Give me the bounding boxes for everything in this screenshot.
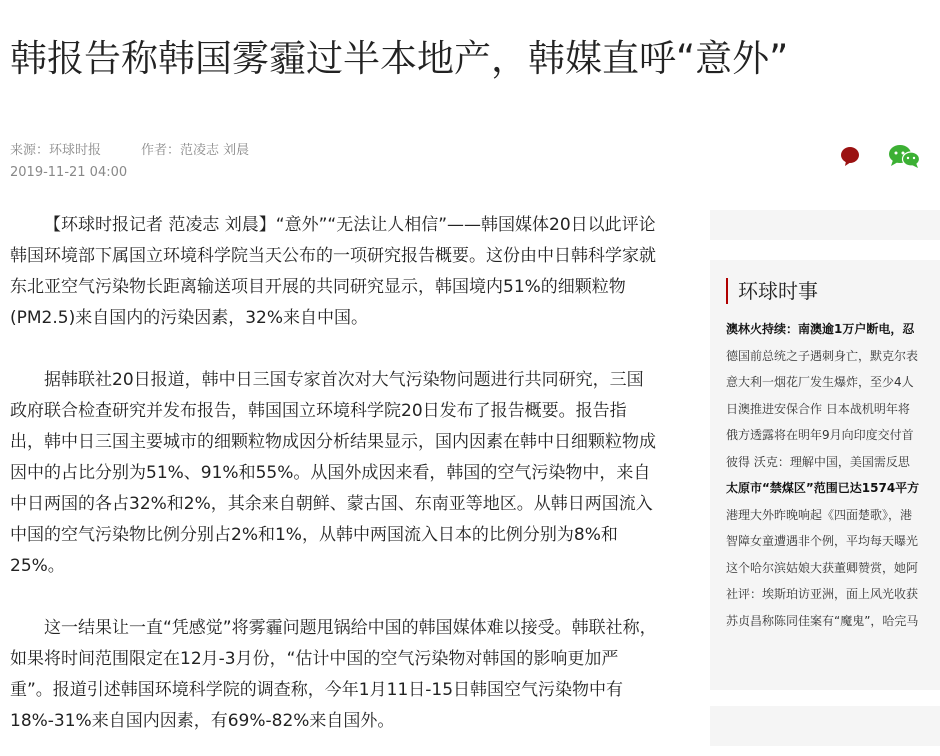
- author-name: 范凌志 刘晨: [180, 143, 250, 158]
- news-item[interactable]: 意大利一烟花厂发生爆炸，至少4人: [726, 375, 914, 389]
- comment-icon[interactable]: [840, 146, 860, 166]
- news-item[interactable]: 德国前总统之子遇刺身亡，默克尔表: [726, 348, 919, 363]
- news-item[interactable]: 这个哈尔滨姑娘大获董卿赞赏，她阿: [726, 560, 919, 575]
- article-title: 韩报告称韩国雾霾过半本地产，韩媒直呼“意外”: [10, 37, 789, 80]
- sidebar-title: 环球时事: [726, 278, 818, 304]
- article-meta: [10, 140, 249, 184]
- share-bar: [820, 144, 940, 174]
- news-item[interactable]: 苏贞昌称陈同佳案有“魔鬼”，哈完马: [726, 613, 919, 628]
- article-paragraph: 【环球时报记者 范凌志 刘晨】“意外”“无法让人相信”——韩国媒体20日以此评论韩国环境部下属国立环境科学院当天公布的一项研究报告概要。这份由中日韩科学家就东北亚空气污染物长距离输送项目开展的共同研究显示，韩国境内51%的细颗粒物(PM2.5)来自国内的污染因素，32%来自中国。: [10, 215, 656, 328]
- wechat-icon[interactable]: [888, 144, 920, 168]
- news-list: [726, 316, 940, 634]
- sidebar-bottom-placeholder: [710, 706, 940, 746]
- sidebar-news-panel: [710, 260, 940, 690]
- news-item[interactable]: 太原市“禁煤区”范围已达1574平方: [726, 481, 920, 495]
- source-link[interactable]: 环球时报: [49, 143, 102, 158]
- author-label: 作者：: [141, 143, 181, 158]
- source-label: 来源：: [10, 143, 50, 158]
- article-paragraph: 据韩联社20日报道，韩中日三国专家首次对大气污染物问题进行共同研究，三国政府联合检查研究并发布报告，韩国国立环境科学院20日发布了报告概要。报告指出，韩中日三国主要城市的细颗粒物成因分析结果显示，国内因素在韩中日细颗粒物成因中的占比分别为51%、91%和55%。从国外成因来看，韩国的空气污染物中，来自中日两国的各占32%和2%，其余来自朝鲜、蒙古国、东南亚等地区。从韩日两国流入中国的空气污染物比例分别占2%和1%，从韩中两国流入日本的比例分别为8%和25%。: [10, 370, 656, 576]
- article-body: [10, 210, 660, 756]
- news-item[interactable]: 澳林火持续：南澳逾1万户断电，忍: [726, 322, 915, 336]
- news-item[interactable]: 彼得 沃克：理解中国，美国需反思: [726, 454, 910, 469]
- news-item[interactable]: 日澳推进安保合作 日本战机明年将: [726, 401, 910, 416]
- news-item[interactable]: 智障女童遭遇非个例，平均每天曝光: [726, 534, 919, 548]
- sidebar-ad-placeholder: [710, 210, 940, 240]
- meta-source-author-row: [10, 140, 249, 162]
- news-item[interactable]: 港理大外昨晚响起《四面楚歌》，港: [726, 507, 913, 522]
- article-paragraph: 这一结果让一直“凭感觉”将雾霾问题甩锅给中国的韩国媒体难以接受。韩联社称，如果将时间范围限定在12月-3月份，“估计中国的空气污染物对韩国的影响更加严重”。报道引述韩国环境科学院的调查称，今年1月11日-15日韩国空气污染物中有18%-31%来自国内因素，有69%-82%来自国外。: [10, 618, 657, 731]
- news-item[interactable]: 社评：埃斯珀访亚洲，面上风光收获: [726, 587, 919, 601]
- publish-datetime: 2019-11-21 04:00: [10, 165, 128, 180]
- news-item[interactable]: 俄方透露将在明年9月向印度交付首: [726, 428, 914, 442]
